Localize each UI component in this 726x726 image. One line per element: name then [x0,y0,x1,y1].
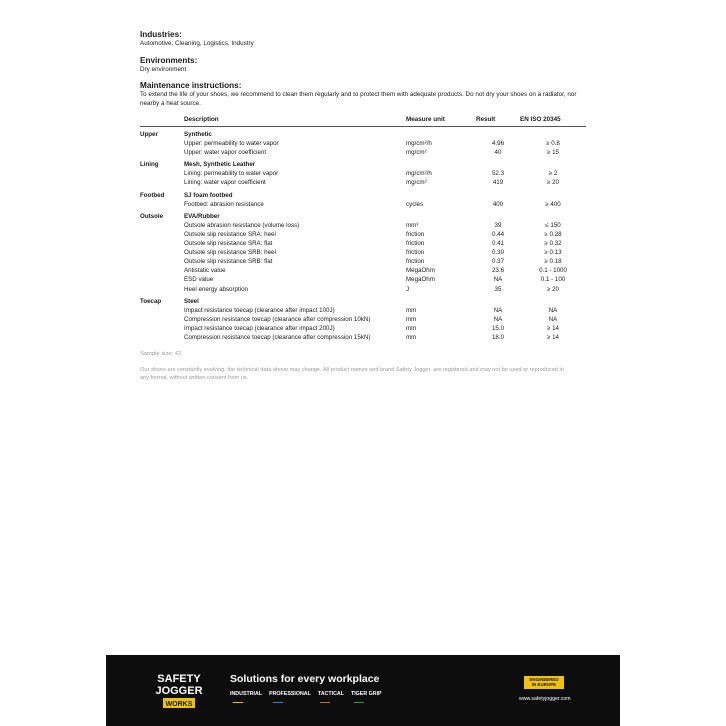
empty-cell [476,188,520,200]
empty-cell [140,285,184,294]
table-header-row [140,114,586,127]
category-color-bar [354,702,364,704]
industries-heading: Industries: [140,30,182,39]
header-result: Result [476,114,520,127]
footer-category [269,691,311,700]
table-row [140,324,586,333]
result-cell: 40 [494,149,502,157]
standard-cell: ≥ 0.32 [544,240,562,248]
unit-cell: friction [406,258,425,266]
standard-cell: ≤ 150 [545,221,561,229]
environments-heading: Environments: [140,55,198,65]
table-row [140,285,586,294]
empty-cell [140,221,184,230]
table-group-row [140,127,586,140]
table-row [140,315,586,324]
header-description: Description [184,114,406,127]
empty-cell [520,127,586,140]
footer-category-label: TACTICAL [317,691,344,697]
standard-cell: ≥ 0.13 [544,249,562,257]
table-row [140,148,586,157]
empty-cell [520,188,586,200]
result-cell: 23.6 [491,267,505,275]
description-cell: Outsole abrasion resistance (volume loss) [184,221,300,229]
unit-cell: mm [406,315,417,323]
empty-cell [406,188,476,200]
description-cell: Impact resistance toecap (clearance after impact 200J) [184,324,335,332]
disclaimer-text: Our shoes are constantly evolving, the technical data above may change. All product names and brand Safety Jogger, are registered and may not be used or reproduced in any format, without written consent from us. [140,367,564,382]
result-cell: 18.0 [491,333,505,341]
category-color-bar [320,702,330,704]
table-row [140,139,586,148]
standard-cell: ≥ 400 [545,200,561,208]
industries-text: Automotive, Cleaning, Logistics, Industry [140,40,254,47]
standard-cell: ≥ 15 [547,149,559,157]
document-body [140,30,586,382]
result-cell: 15.0 [491,324,505,332]
empty-cell [140,315,184,324]
result-cell: NA [493,315,503,323]
table-row [140,200,586,209]
description-cell: Lining: permeability to water vapor [184,170,279,178]
empty-cell [406,157,476,169]
category-color-bar [233,702,243,704]
footer-category [351,691,382,700]
website-link[interactable]: www.safetyjogger.com [519,696,571,702]
description-cell: Footbed: abrasion resistance [184,200,264,208]
logo-line-3: WORKS [165,701,193,708]
logo-line-2: JOGGER [155,685,203,697]
maintenance-text: To extend the life of your shoes, we recommend to clean them regularly and to protect them with adequate products. Do not dry your shoes on a radiator, nor nearby a heat source. [140,91,577,107]
empty-cell [140,306,184,315]
footer-category-label: TIGER GRIP [350,691,382,697]
engineered-in-europe-badge [524,676,564,689]
description-cell: Antistatic value [184,267,226,275]
description-cell: Upper: water vapor coefficient [184,149,267,157]
table-row [140,248,586,257]
unit-cell: mm³ [406,221,419,229]
sample-size: Sample size: 42 [140,351,182,358]
table-body [140,127,586,343]
header-unit: Measure unit [406,114,476,127]
empty-cell [140,266,184,275]
safety-jogger-works-logo [152,667,206,713]
result-cell: 52.3 [491,170,505,178]
result-cell: NA [493,276,503,284]
description-cell: Impact resistance toecap (clearance after impact 100J) [184,306,335,314]
result-cell: 35 [494,285,502,293]
maintenance-heading: Maintenance instructions: [140,81,242,90]
empty-cell [140,275,184,284]
empty-cell [140,257,184,266]
footer-category-label: INDUSTRIAL [230,691,263,697]
result-cell: 419 [492,179,504,187]
standard-cell: 0.1 - 100 [540,276,566,284]
part-name: Lining [140,161,159,169]
result-cell: 0.41 [491,240,505,248]
standard-cell: ≥ 0.28 [544,230,562,238]
result-cell: 39 [494,221,502,229]
standard-cell: NA [548,315,558,323]
empty-cell [476,209,520,221]
unit-cell: cycles [406,200,424,208]
standard-cell: ≥ 20 [547,179,559,187]
description-cell: Compression resistance toecap (clearance after compression 15kN) [184,333,371,341]
description-cell: Outsole slip resistance SRB: flat [184,258,273,266]
part-name: Toecap [140,297,162,305]
empty-cell [476,294,520,306]
unit-cell: friction [406,230,425,238]
empty-cell [140,333,184,342]
empty-cell [140,248,184,257]
unit-cell: mm [406,333,417,341]
description-cell: Heel energy absorption [184,285,248,293]
unit-cell: mg/cm² [406,179,427,187]
standard-cell: ≥ 0.8 [546,140,560,148]
empty-cell [520,209,586,221]
unit-cell: friction [406,249,425,257]
empty-cell [406,209,476,221]
empty-cell [476,157,520,169]
technical-spec-table [140,114,586,342]
empty-cell [406,294,476,306]
footer-banner [106,655,620,726]
table-row [140,257,586,266]
description-cell: Upper: permeability to water vapor [184,140,279,148]
badge-line-1: ENGINEERED [529,677,559,682]
empty-cell [520,157,586,169]
table-row [140,221,586,230]
description-cell: Outsole slip resistance SRA: flat [184,240,273,248]
table-row [140,306,586,315]
footer-categories [230,691,382,700]
empty-cell [140,178,184,187]
empty-cell [476,127,520,140]
material-name: Mesh, Synthetic Leather [184,161,256,169]
table-row [140,275,586,284]
table-group-row [140,157,586,169]
unit-cell: mg/cm²/h [406,170,432,178]
standard-cell: ≥ 20 [547,285,559,293]
empty-cell [140,200,184,209]
material-name: Steel [184,297,199,305]
unit-cell: J [406,285,410,293]
standard-cell: ≥ 14 [547,333,559,341]
footer-title: Solutions for every workplace [230,673,380,685]
description-cell: Compression resistance toecap (clearance after compression 10kN) [184,315,371,323]
logo-graphic [152,667,206,713]
standard-cell: 0.1 - 1000 [539,267,567,275]
result-cell: NA [493,306,503,314]
result-cell: 4.96 [491,140,505,148]
unit-cell: mm [406,306,417,314]
table-row [140,178,586,187]
footer-category [230,691,262,700]
empty-cell [140,139,184,148]
unit-cell: mm [406,324,417,332]
description-cell: ESD value [184,276,214,284]
part-name: Footbed [140,191,165,199]
result-cell: 0.44 [491,230,505,238]
material-name: Synthetic [184,131,212,138]
result-cell: 0.37 [491,258,505,266]
material-name: EVA/Rubber [184,212,220,220]
empty-cell [140,324,184,333]
unit-cell: mg/cm² [406,149,427,157]
standard-cell: ≥ 0.18 [544,258,562,266]
footer-category [318,691,344,700]
result-cell: 0.30 [491,249,505,257]
empty-cell [140,230,184,239]
empty-cell [406,127,476,140]
description-cell: Lining: water vapor coefficient [184,179,266,187]
table-group-row [140,294,586,306]
description-cell: Outsole slip resistance SRB: heel [184,249,276,257]
empty-cell [140,148,184,157]
environments-text: Dry environment [140,65,187,73]
table-row [140,230,586,239]
table-group-row [140,209,586,221]
empty-cell [140,239,184,248]
empty-cell [520,294,586,306]
table-row [140,169,586,178]
empty-cell [140,169,184,178]
badge-line-2: IN EUROPE [531,682,557,688]
standard-cell: NA [548,306,558,314]
unit-cell: MegaOhm [406,276,435,284]
header-part [140,114,184,127]
result-cell: 400 [492,200,504,208]
table-row [140,239,586,248]
table-row [140,333,586,342]
unit-cell: mg/cm²/h [406,140,432,148]
material-name: SJ foam footbed [184,191,233,199]
part-name: Upper [140,131,158,138]
unit-cell: friction [406,240,425,248]
table-group-row [140,188,586,200]
header-standard: EN ISO 20345 [520,114,586,127]
description-cell: Outsole slip resistance SRA: heel [184,230,276,238]
category-color-bar [273,702,283,704]
logo-line-1: SAFETY [157,673,201,685]
table-row [140,266,586,275]
standard-cell: ≥ 2 [548,170,558,178]
footer-category-label: PROFESSIONAL [269,691,311,697]
part-name: Outsole [140,212,164,220]
standard-cell: ≥ 14 [547,324,559,332]
unit-cell: MegaOhm [406,267,435,275]
